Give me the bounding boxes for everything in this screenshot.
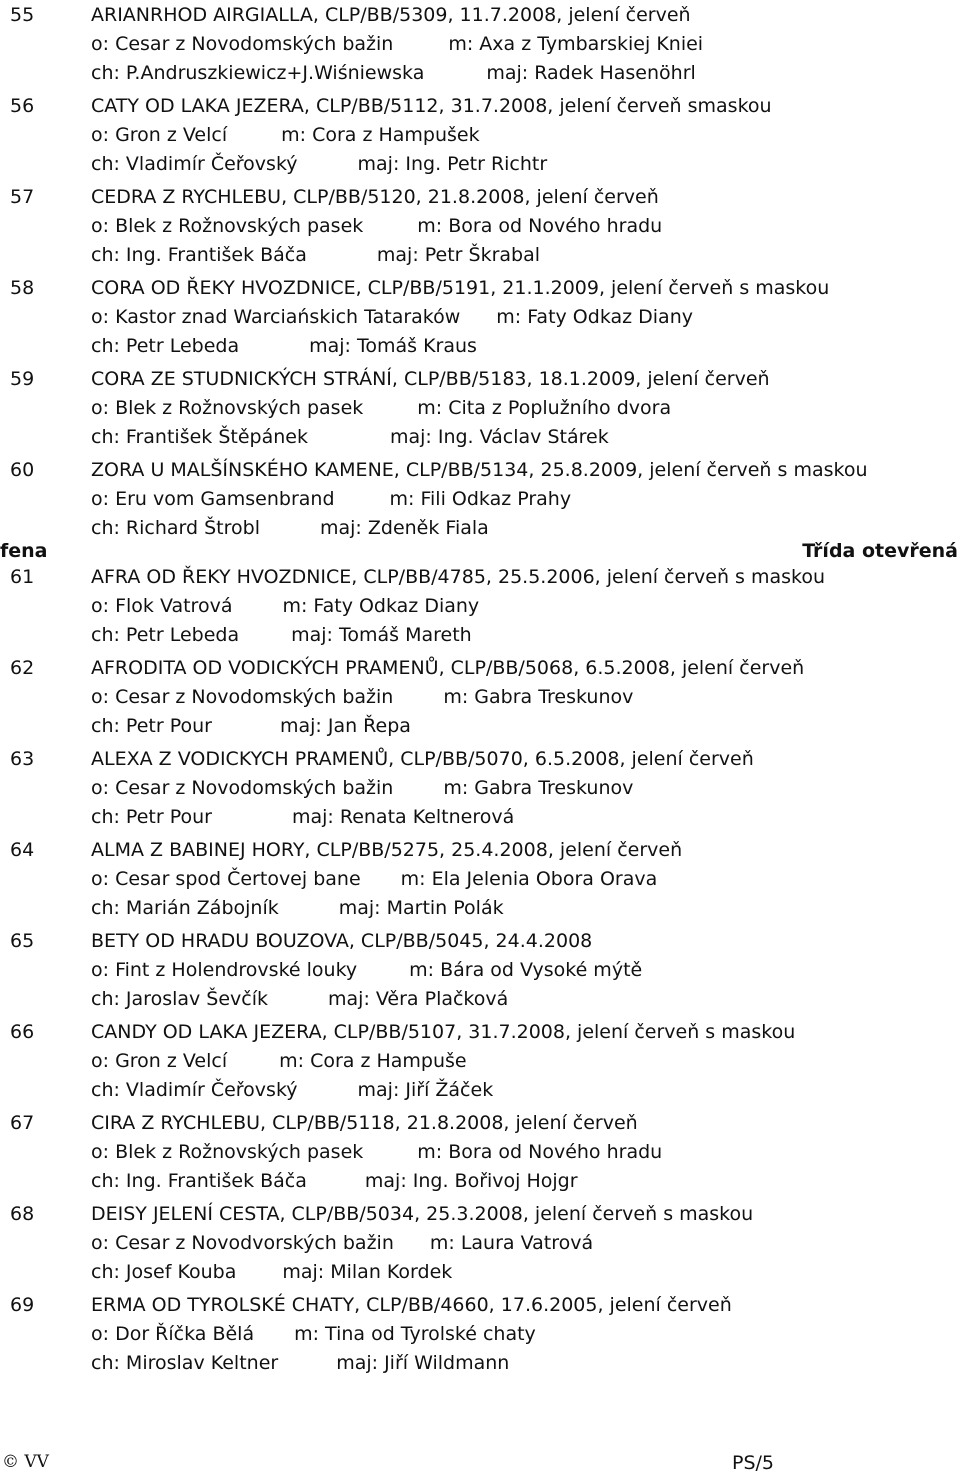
dam: m: Gabra Treskunov (443, 686, 634, 708)
entry-number: 60 (10, 459, 35, 481)
entry-title: ERMA OD TYROLSKÉ CHATY, CLP/BB/4660, 17.6.2005, jelení červeň (91, 1294, 732, 1316)
dam: m: Cita z Poplužního dvora (417, 397, 672, 419)
dam: m: Gabra Treskunov (443, 777, 634, 799)
breeder: ch: Petr Lebeda (91, 624, 240, 646)
dam: m: Faty Odkaz Diany (282, 595, 480, 617)
entry-people (91, 806, 514, 828)
entry-title: AFRODITA OD VODICKÝCH PRAMENŮ, CLP/BB/5068, 6.5.2008, jelení červeň (91, 657, 805, 679)
sire: o: Eru vom Gamsenbrand (91, 488, 335, 510)
entry-number: 61 (10, 566, 35, 588)
entry-number: 67 (10, 1112, 35, 1134)
entry-people (91, 335, 477, 357)
owner: maj: Jiří Žáček (357, 1079, 494, 1101)
entry-parents (91, 33, 703, 55)
dam: m: Fili Odkaz Prahy (389, 488, 572, 510)
sire: o: Cesar z Novodomských bažin (91, 777, 394, 799)
entry-parents (91, 1232, 593, 1254)
entry-title: ALMA Z BABINEJ HORY, CLP/BB/5275, 25.4.2008, jelení červeň (91, 839, 683, 861)
entry-title: ZORA U MALŠÍNSKÉHO KAMENE, CLP/BB/5134, 25.8.2009, jelení červeň s maskou (91, 459, 868, 481)
sire: o: Blek z Rožnovských pasek (91, 1141, 364, 1163)
entry-title: BETY OD HRADU BOUZOVA, CLP/BB/5045, 24.4.2008 (91, 930, 593, 952)
entry-people (91, 153, 547, 175)
entry-title: CIRA Z RYCHLEBU, CLP/BB/5118, 21.8.2008, jelení červeň (91, 1112, 638, 1134)
entry-66 (10, 1021, 954, 1112)
entry-58 (10, 277, 954, 368)
sire: o: Fint z Holendrovské louky (91, 959, 358, 981)
entry-title: CORA ZE STUDNICKÝCH STRÁNÍ, CLP/BB/5183, 18.1.2009, jelení červeň (91, 368, 770, 390)
entry-title: CORA OD ŘEKY HVOZDNICE, CLP/BB/5191, 21.1.2009, jelení červeň s maskou (91, 277, 830, 299)
breeder: ch: Richard Štrobl (91, 517, 260, 539)
entry-number: 62 (10, 657, 35, 679)
entry-number: 65 (10, 930, 35, 952)
dam: m: Bora od Nového hradu (417, 1141, 663, 1163)
page-number: PS/5 (731, 1452, 774, 1474)
entry-parents (91, 124, 480, 146)
entry-people (91, 624, 472, 646)
entries-top (10, 4, 954, 550)
owner: maj: Zdeněk Fiala (320, 517, 489, 539)
entry-63 (10, 748, 954, 839)
entry-number: 68 (10, 1203, 35, 1225)
owner: maj: Ing. Bořivoj Hojgr (364, 1170, 578, 1192)
entry-parents (91, 1323, 536, 1345)
entry-parents (91, 397, 671, 419)
footer-copyright: © VV (2, 1452, 49, 1472)
class-header (0, 540, 958, 566)
dam: m: Bora od Nového hradu (417, 215, 663, 237)
sire: o: Blek z Rožnovských pasek (91, 397, 364, 419)
entry-64 (10, 839, 954, 930)
sire: o: Gron z Velcí (91, 1050, 228, 1072)
entry-67 (10, 1112, 954, 1203)
dam: m: Bára od Vysoké mýtě (409, 959, 643, 981)
entry-parents (91, 215, 662, 237)
entry-title: CANDY OD LAKA JEZERA, CLP/BB/5107, 31.7.2008, jelení červeň s maskou (91, 1021, 796, 1043)
entry-number: 63 (10, 748, 35, 770)
entry-number: 59 (10, 368, 35, 390)
breeder: ch: Vladimír Čeřovský (91, 153, 298, 175)
owner: maj: Milan Kordek (282, 1261, 453, 1283)
owner: maj: Tomáš Mareth (291, 624, 472, 646)
breeder: ch: Petr Pour (91, 715, 212, 737)
breeder: ch: Jaroslav Ševčík (91, 988, 269, 1010)
owner: maj: Ing. Petr Richtr (357, 153, 548, 175)
entry-title: DEISY JELENÍ CESTA, CLP/BB/5034, 25.3.2008, jelení červeň s maskou (91, 1203, 754, 1225)
sire: o: Cesar z Novodomských bažin (91, 686, 394, 708)
page-footer (0, 1452, 960, 1478)
owner: maj: Renata Keltnerová (291, 806, 515, 828)
entry-59 (10, 368, 954, 459)
owner: maj: Tomáš Kraus (309, 335, 477, 357)
entry-parents (91, 868, 657, 890)
entry-people (91, 988, 508, 1010)
entry-number: 66 (10, 1021, 35, 1043)
class-title: Třída otevřená (802, 540, 958, 562)
entry-number: 69 (10, 1294, 35, 1316)
entry-number: 64 (10, 839, 35, 861)
breeder: ch: Josef Kouba (91, 1261, 237, 1283)
entry-people (91, 244, 540, 266)
sire: o: Cesar z Novodvorských bažin (91, 1232, 394, 1254)
dam: m: Laura Vatrová (429, 1232, 594, 1254)
entry-parents (91, 595, 479, 617)
entry-people (91, 1352, 509, 1374)
breeder: ch: P.Andruszkiewicz+J.Wiśniewska (91, 62, 425, 84)
entry-parents (91, 686, 633, 708)
dam: m: Ela Jelenia Obora Orava (400, 868, 658, 890)
entry-people (91, 897, 504, 919)
dam: m: Faty Odkaz Diany (496, 306, 693, 328)
entry-55 (10, 4, 954, 95)
breeder: ch: Ing. František Báča (91, 244, 307, 266)
owner: maj: Petr Škrabal (376, 244, 541, 266)
owner: maj: Jiří Wildmann (336, 1352, 510, 1374)
breeder: ch: Miroslav Keltner (91, 1352, 279, 1374)
entry-people (91, 715, 411, 737)
breeder: ch: Petr Lebeda (91, 335, 240, 357)
entry-parents (91, 959, 642, 981)
owner: maj: Ing. Václav Stárek (389, 426, 609, 448)
entry-parents (91, 1141, 662, 1163)
entry-60 (10, 459, 954, 550)
entry-56 (10, 95, 954, 186)
entry-65 (10, 930, 954, 1021)
entry-68 (10, 1203, 954, 1294)
owner: maj: Jan Řepa (279, 715, 411, 737)
entry-people (91, 1079, 493, 1101)
dam: m: Cora z Hampuše (279, 1050, 467, 1072)
entry-parents (91, 488, 571, 510)
entry-number: 56 (10, 95, 35, 117)
entries-bottom (10, 566, 954, 1385)
breeder: ch: Petr Pour (91, 806, 212, 828)
breeder: ch: Marián Zábojník (91, 897, 279, 919)
dam: m: Tina od Tyrolské chaty (294, 1323, 536, 1345)
entry-62 (10, 657, 954, 748)
entry-number: 55 (10, 4, 35, 26)
entry-title: ARIANRHOD AIRGIALLA, CLP/BB/5309, 11.7.2008, jelení červeň (91, 4, 691, 26)
owner: maj: Věra Plačková (328, 988, 509, 1010)
entry-parents (91, 1050, 467, 1072)
owner: maj: Radek Hasenöhrl (486, 62, 696, 84)
sire: o: Cesar z Novodomských bažin (91, 33, 394, 55)
entry-parents (91, 306, 693, 328)
entry-57 (10, 186, 954, 277)
entry-number: 57 (10, 186, 35, 208)
entry-title: ALEXA Z VODICKYCH PRAMENŮ, CLP/BB/5070, 6.5.2008, jelení červeň (91, 748, 754, 770)
breeder: ch: Ing. František Báča (91, 1170, 307, 1192)
sire: o: Blek z Rožnovských pasek (91, 215, 364, 237)
sire: o: Kastor znad Warciańskich Tataraków (91, 306, 461, 328)
sire: o: Dor Říčka Bělá (91, 1323, 255, 1345)
sire: o: Gron z Velcí (91, 124, 228, 146)
entry-title: CATY OD LAKA JEZERA, CLP/BB/5112, 31.7.2008, jelení červeň smaskou (91, 95, 772, 117)
entry-people (91, 62, 696, 84)
entry-people (91, 1170, 578, 1192)
entry-title: CEDRA Z RYCHLEBU, CLP/BB/5120, 21.8.2008, jelení červeň (91, 186, 659, 208)
entry-title: AFRA OD ŘEKY HVOZDNICE, CLP/BB/4785, 25.5.2006, jelení červeň s maskou (91, 566, 826, 588)
dam: m: Cora z Hampušek (281, 124, 480, 146)
entry-people (91, 1261, 452, 1283)
class-sex-label: fena (0, 540, 48, 562)
entry-people (91, 426, 609, 448)
breeder: ch: Vladimír Čeřovský (91, 1079, 298, 1101)
sire: o: Cesar spod Čertovej bane (91, 868, 361, 890)
entry-parents (91, 777, 633, 799)
entry-61 (10, 566, 954, 657)
sire: o: Flok Vatrová (91, 595, 233, 617)
owner: maj: Martin Polák (338, 897, 504, 919)
entry-number: 58 (10, 277, 35, 299)
entry-people (91, 517, 489, 539)
dam: m: Axa z Tymbarskiej Kniei (448, 33, 704, 55)
entry-69 (10, 1294, 954, 1385)
breeder: ch: František Štěpánek (91, 426, 308, 448)
